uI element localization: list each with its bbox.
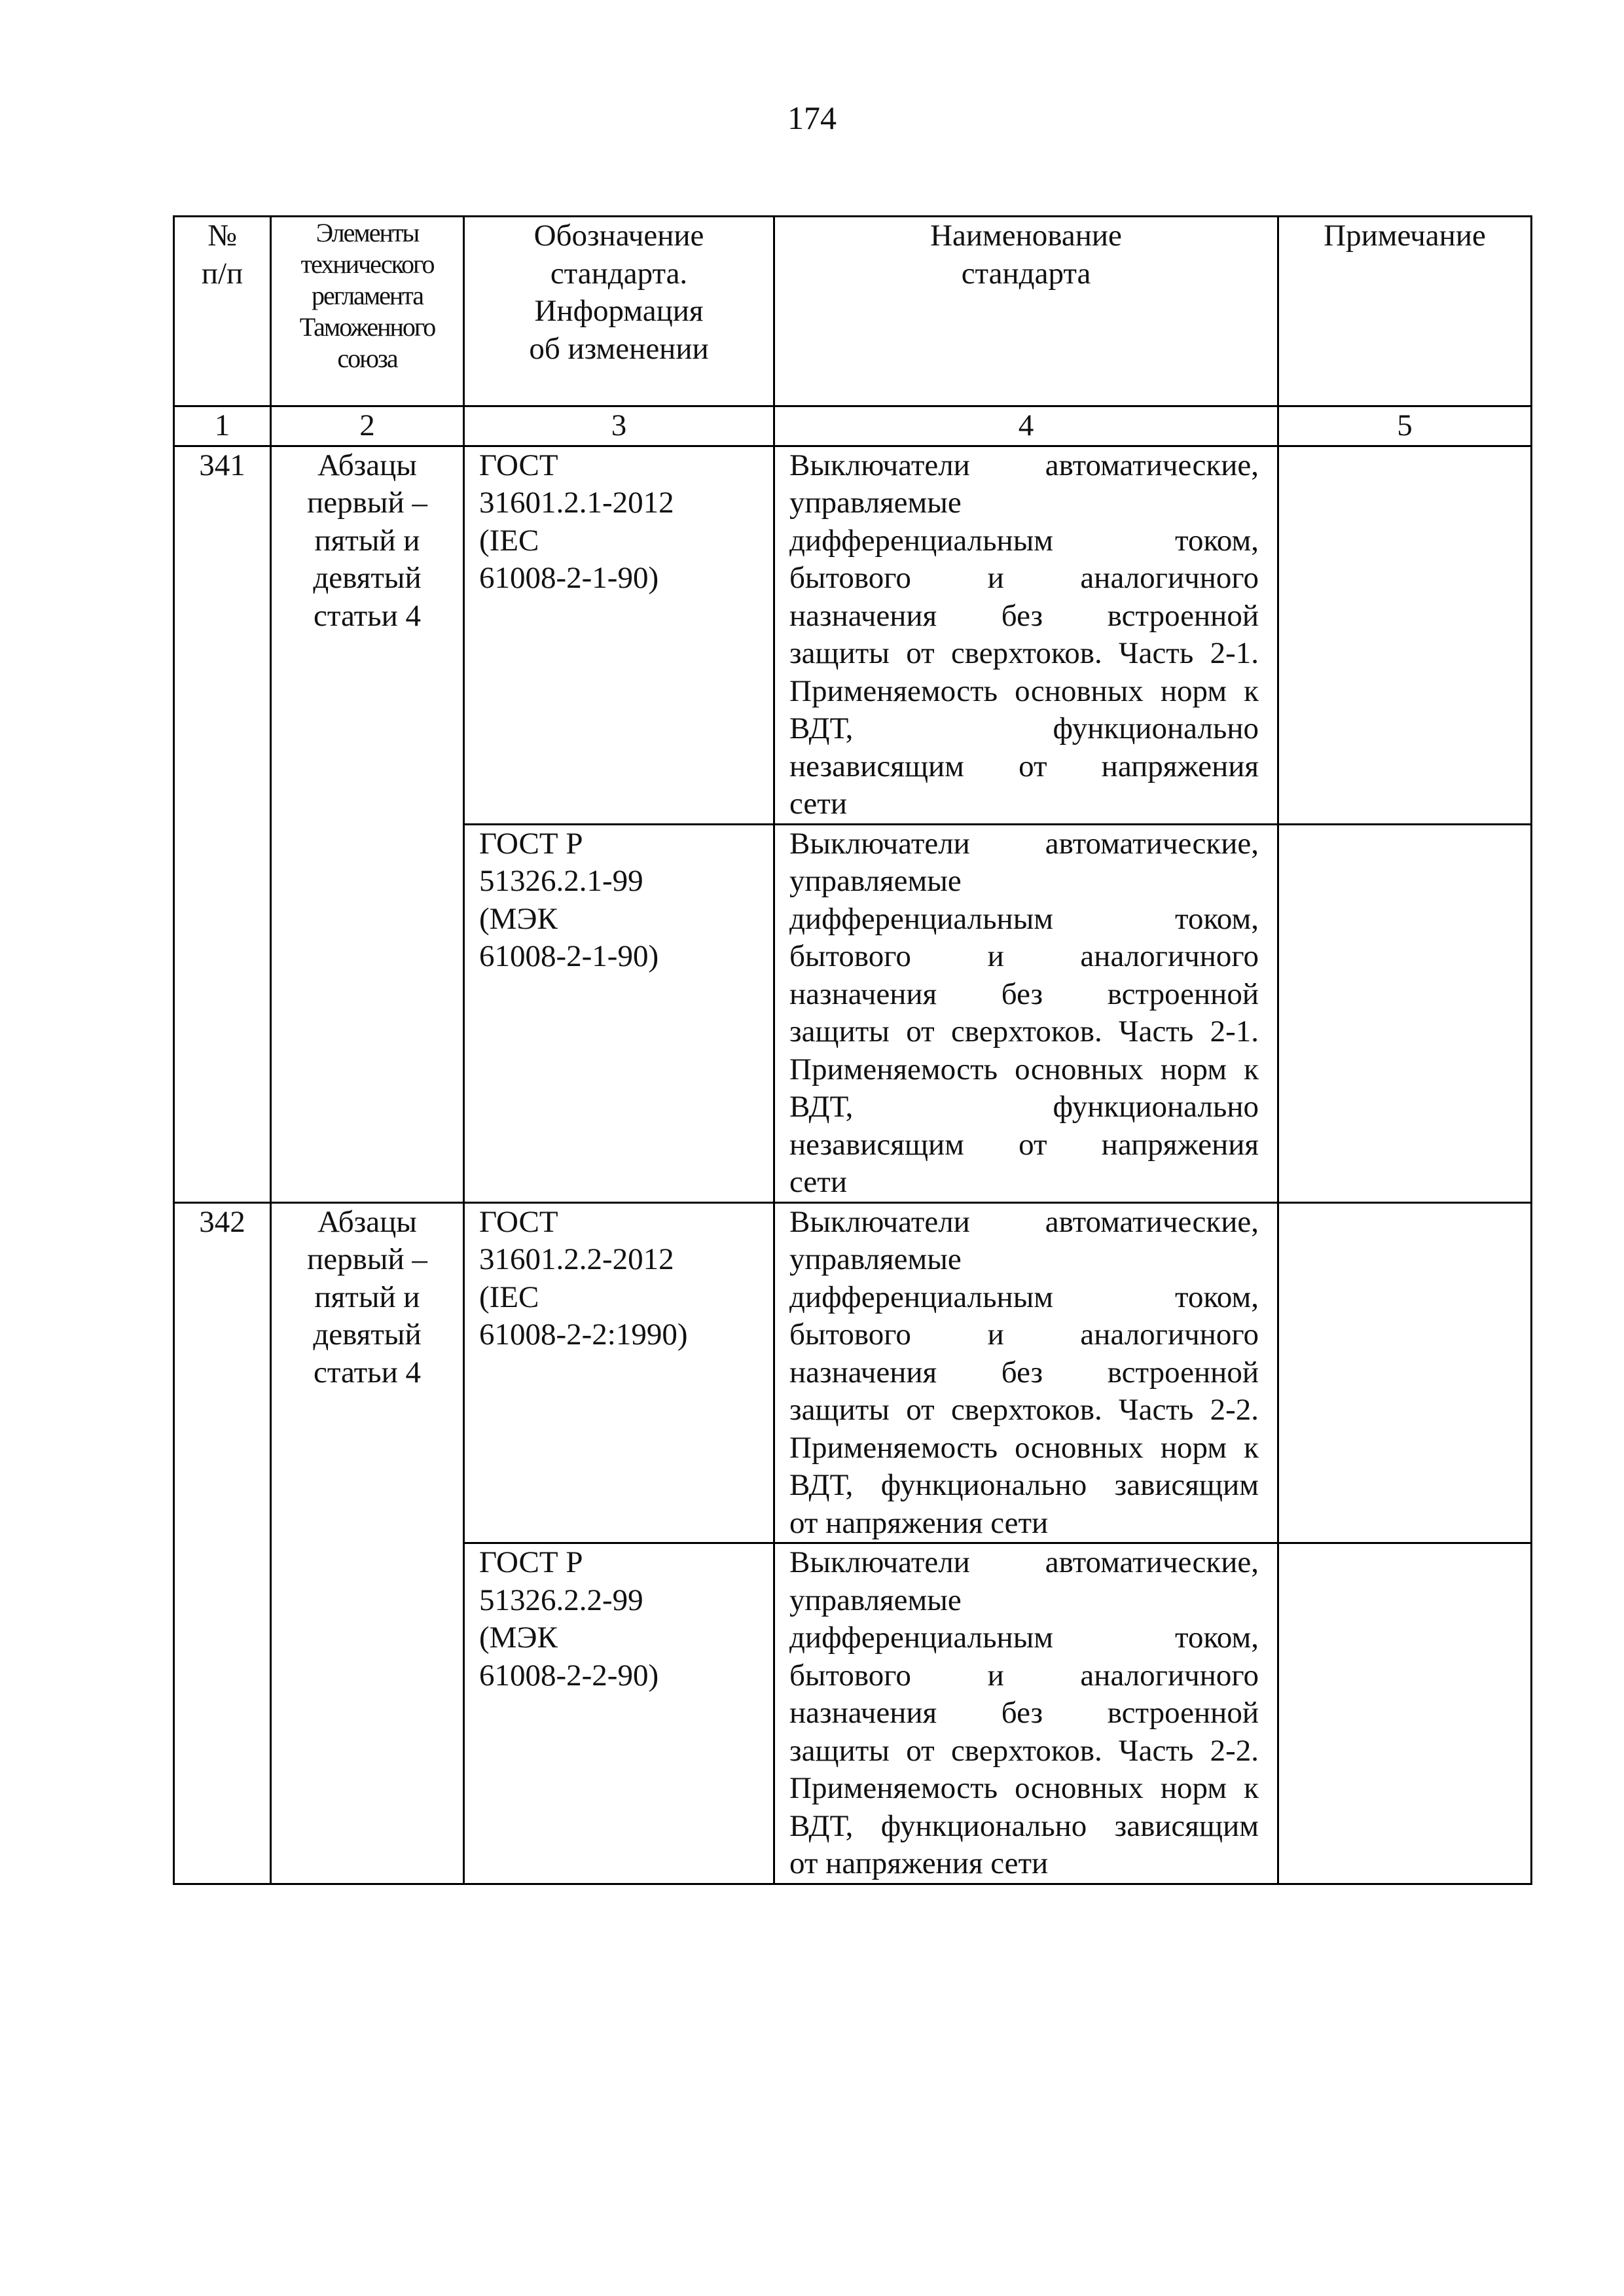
standard-name-line: Выключатели автоматические,: [789, 1545, 1259, 1579]
standard-name-line: дифференциальным током,: [789, 1280, 1259, 1314]
column-number-1: 1: [174, 406, 271, 446]
standard-name-cell: [774, 1202, 1278, 1543]
standard-designation-cell: ГОСТ 31601.2.1-2012 (IEC 61008-2-1-90): [464, 446, 774, 824]
standard-name-line: ВДТ, функционально: [789, 711, 1259, 745]
standard-name-line: защиты от сверхтоков. Часть 2-1.: [789, 1014, 1259, 1049]
standard-name-cell: [774, 824, 1278, 1202]
table-row: [174, 1202, 1532, 1543]
standard-name-line: независящим от напряжения: [789, 1127, 1259, 1162]
header-name-label: Наименование стандарта: [930, 219, 1122, 291]
standard-name-line: управляемые: [789, 1242, 962, 1276]
standard-name-line: назначения без встроенной: [789, 598, 1259, 633]
standard-name-line: бытового и аналогичного: [789, 1318, 1259, 1352]
standard-name-line: дифференциальным током,: [789, 523, 1259, 558]
standard-name-line: сети: [789, 1165, 847, 1199]
regulation-elements-cell: Абзацы первый – пятый и девятый статьи 4: [271, 446, 464, 1202]
standard-name-line: ВДТ, функционально зависящим: [789, 1808, 1259, 1843]
page-number: 174: [787, 99, 837, 136]
standard-name-line: Выключатели автоматические,: [789, 826, 1259, 861]
header-cell-designation: [464, 217, 774, 406]
standards-table: [173, 215, 1532, 1885]
column-number-2: 2: [271, 406, 464, 446]
header-row: [174, 217, 1532, 406]
row-number-cell: 342: [174, 1202, 271, 1884]
standard-name-line: ВДТ, функционально: [789, 1090, 1259, 1124]
note-cell: [1278, 446, 1532, 824]
regulation-elements-cell: Абзацы первый – пятый и девятый статьи 4: [271, 1202, 464, 1884]
column-number-5: 5: [1278, 406, 1532, 446]
standard-name-line: управляемые: [789, 864, 962, 898]
standard-name-line: Выключатели автоматические,: [789, 448, 1259, 482]
note-cell: [1278, 824, 1532, 1202]
standard-name-line: назначения без встроенной: [789, 977, 1259, 1011]
header-cell-name: [774, 217, 1278, 406]
standard-name-line: Применяемость основных норм к: [789, 1430, 1259, 1465]
standard-name-line: ВДТ, функционально зависящим: [789, 1468, 1259, 1502]
standard-name-line: от напряжения сети: [789, 1846, 1049, 1880]
header-designation-label: Обозначение стандарта. Информация об изменении: [529, 219, 709, 366]
standard-name-line: дифференциальным током,: [789, 901, 1259, 936]
standard-name-line: назначения без встроенной: [789, 1696, 1259, 1730]
standard-name-line: Выключатели автоматические,: [789, 1204, 1259, 1239]
standard-name-line: сети: [789, 787, 847, 821]
header-cell-elements: [271, 217, 464, 406]
row-number-cell: 341: [174, 446, 271, 1202]
standard-name-line: Применяемость основных норм к: [789, 1771, 1259, 1805]
header-number-label: № п/п: [201, 219, 244, 291]
standard-name-line: бытового и аналогичного: [789, 561, 1259, 595]
standard-designation-cell: ГОСТ Р 51326.2.2-99 (МЭК 61008-2-2-90): [464, 1543, 774, 1884]
standard-name-line: от напряжения сети: [789, 1505, 1049, 1540]
column-number-4: 4: [774, 406, 1278, 446]
standard-name-line: назначения без встроенной: [789, 1355, 1259, 1390]
note-cell: [1278, 1543, 1532, 1884]
standard-name-line: Применяемость основных норм к: [789, 1052, 1259, 1086]
standard-designation-cell: ГОСТ 31601.2.2-2012 (IEC 61008-2-2:1990): [464, 1202, 774, 1543]
header-note-label: Примечание: [1324, 219, 1486, 253]
standard-name-line: бытового и аналогичного: [789, 939, 1259, 973]
standard-name-cell: [774, 1543, 1278, 1884]
standard-name-line: независящим от напряжения: [789, 749, 1259, 783]
standard-name-cell: [774, 446, 1278, 824]
standard-name-line: управляемые: [789, 486, 962, 520]
header-cell-note: [1278, 217, 1532, 406]
table-row: [174, 446, 1532, 824]
header-elements-label: Элементы технического регламента Таможенного союза: [299, 218, 435, 373]
standard-name-line: защиты от сверхтоков. Часть 2-1.: [789, 636, 1259, 670]
standard-name-line: защиты от сверхтоков. Часть 2-2.: [789, 1733, 1259, 1768]
standard-name-line: управляемые: [789, 1583, 962, 1617]
header-cell-number: [174, 217, 271, 406]
standard-designation-cell: ГОСТ Р 51326.2.1-99 (МЭК 61008-2-1-90): [464, 824, 774, 1202]
standard-name-line: дифференциальным током,: [789, 1621, 1259, 1655]
standard-name-line: Применяемость основных норм к: [789, 673, 1259, 708]
standard-name-line: бытового и аналогичного: [789, 1658, 1259, 1693]
column-number-row: [174, 406, 1532, 446]
note-cell: [1278, 1202, 1532, 1543]
standard-name-line: защиты от сверхтоков. Часть 2-2.: [789, 1393, 1259, 1427]
column-number-3: 3: [464, 406, 774, 446]
table-body: [174, 217, 1532, 1884]
